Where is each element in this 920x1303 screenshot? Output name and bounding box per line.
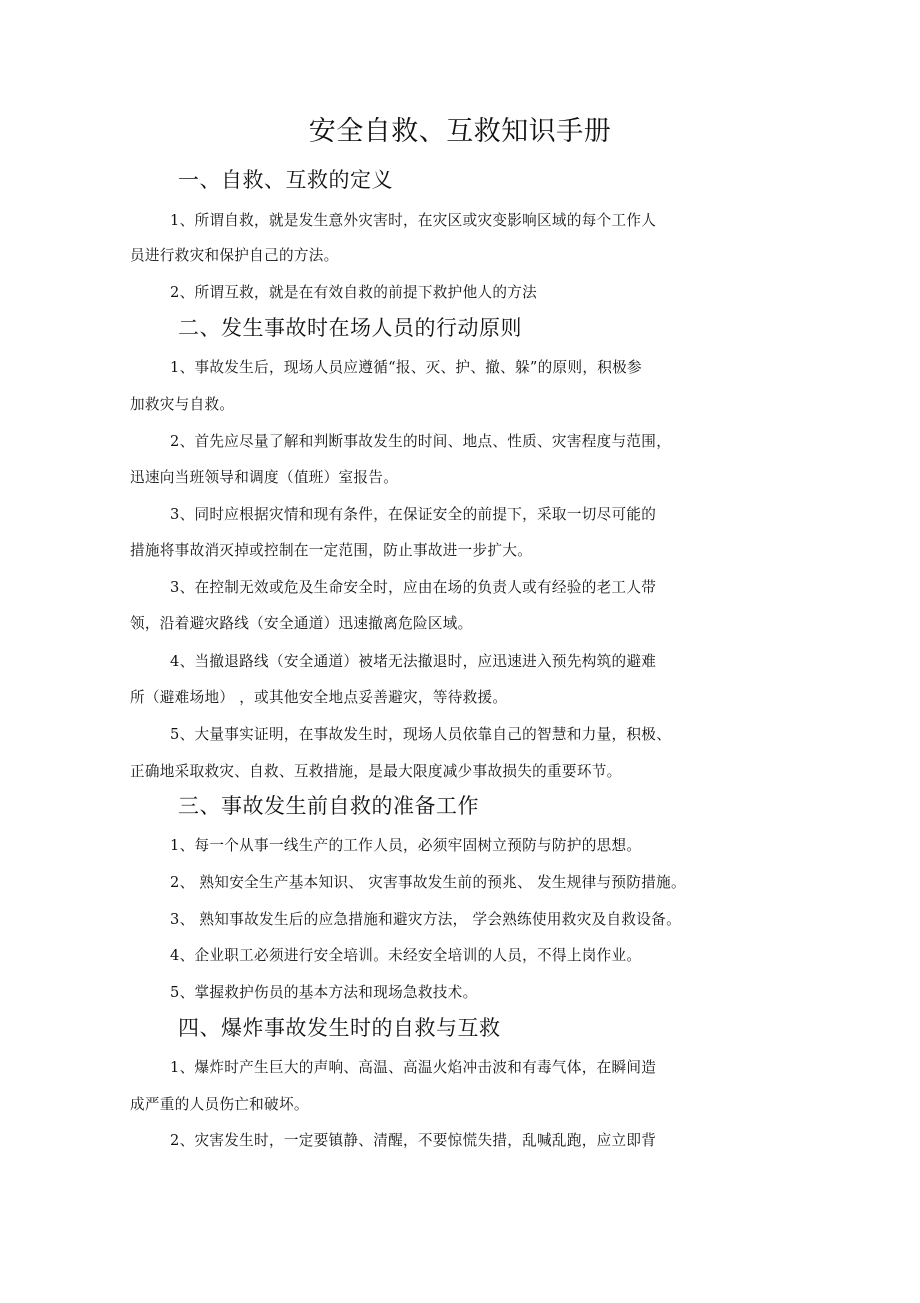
paragraph-line: 4、企业职工必须进行安全培训。未经安全培训的人员，不得上岗作业。 <box>170 947 642 964</box>
paragraph-line: 员进行救灾和保护自己的方法。 <box>130 247 339 264</box>
paragraph-line: 领，沿着避灾路线（安全通道）迅速撤离危险区域。 <box>130 615 473 632</box>
section-heading: 二、发生事故时在场人员的行动原则 <box>178 316 522 340</box>
paragraph-line: 2、首先应尽量了解和判断事故发生的时间、地点、性质、灾害程度与范围， <box>170 433 672 450</box>
paragraph-line: 措施将事故消灭掉或控制在一定范围，防止事故进一步扩大。 <box>130 542 533 559</box>
paragraph-line: 2、 熟知安全生产基本知识、 灾害事故发生前的预兆、 发生规律与预防措施。 <box>170 874 686 891</box>
document-title: 安全自救、互救知识手册 <box>308 116 612 147</box>
paragraph-line: 3、 熟知事故发生后的应急措施和避灾方法， 学会熟练使用救灾及自救设备。 <box>170 911 681 928</box>
paragraph-line: 迅速向当班领导和调度（值班）室报告。 <box>130 469 399 486</box>
section-heading: 三、事故发生前自救的准备工作 <box>178 794 479 818</box>
paragraph-line: 5、掌握救护伤员的基本方法和现场急救技术。 <box>170 984 478 1001</box>
paragraph-line: 3、在控制无效或危及生命安全时，应由在场的负责人或有经验的老工人带 <box>170 579 657 596</box>
paragraph-line: 所（避难场地） ，或其他安全地点妥善避灾，等待救援。 <box>130 689 508 706</box>
paragraph-line: 成严重的人员伤亡和破坏。 <box>130 1096 309 1113</box>
paragraph-line: 1、爆炸时产生巨大的声响、高温、高温火焰冲击波和有毒气体，在瞬间造 <box>170 1059 657 1076</box>
paragraph-line: 加救灾与自救。 <box>130 396 235 413</box>
paragraph-line: 2、所谓互救，就是在有效自救的前提下救护他人的方法 <box>170 284 538 301</box>
paragraph-line: 1、每一个从事一线生产的工作人员，必须牢固树立预防与防护的思想。 <box>170 837 642 854</box>
paragraph-line: 4、当撤退路线（安全通道）被堵无法撤退时，应迅速进入预先构筑的避难 <box>170 653 657 670</box>
section-heading: 一、自救、互救的定义 <box>178 168 393 192</box>
paragraph-line: 正确地采取救灾、自救、互救措施，是最大限度减少事故损失的重要环节。 <box>130 763 622 780</box>
paragraph-line: 2、灾害发生时，一定要镇静、清醒，不要惊慌失措，乱喊乱跑，应立即背 <box>170 1132 657 1149</box>
paragraph-line: 3、同时应根据灾情和现有条件，在保证安全的前提下，采取一切尽可能的 <box>170 506 657 523</box>
paragraph-line: 1、事故发生后，现场人员应遵循“报、灭、护、撤、躲”的原则，积极参 <box>170 359 642 376</box>
section-heading: 四、爆炸事故发生时的自救与互救 <box>178 1016 501 1040</box>
paragraph-line: 1、所谓自救，就是发生意外灾害时，在灾区或灾变影响区域的每个工作人 <box>170 212 657 229</box>
paragraph-line: 5、大量事实证明，在事故发生时，现场人员依靠自己的智慧和力量，积极、 <box>170 726 672 743</box>
